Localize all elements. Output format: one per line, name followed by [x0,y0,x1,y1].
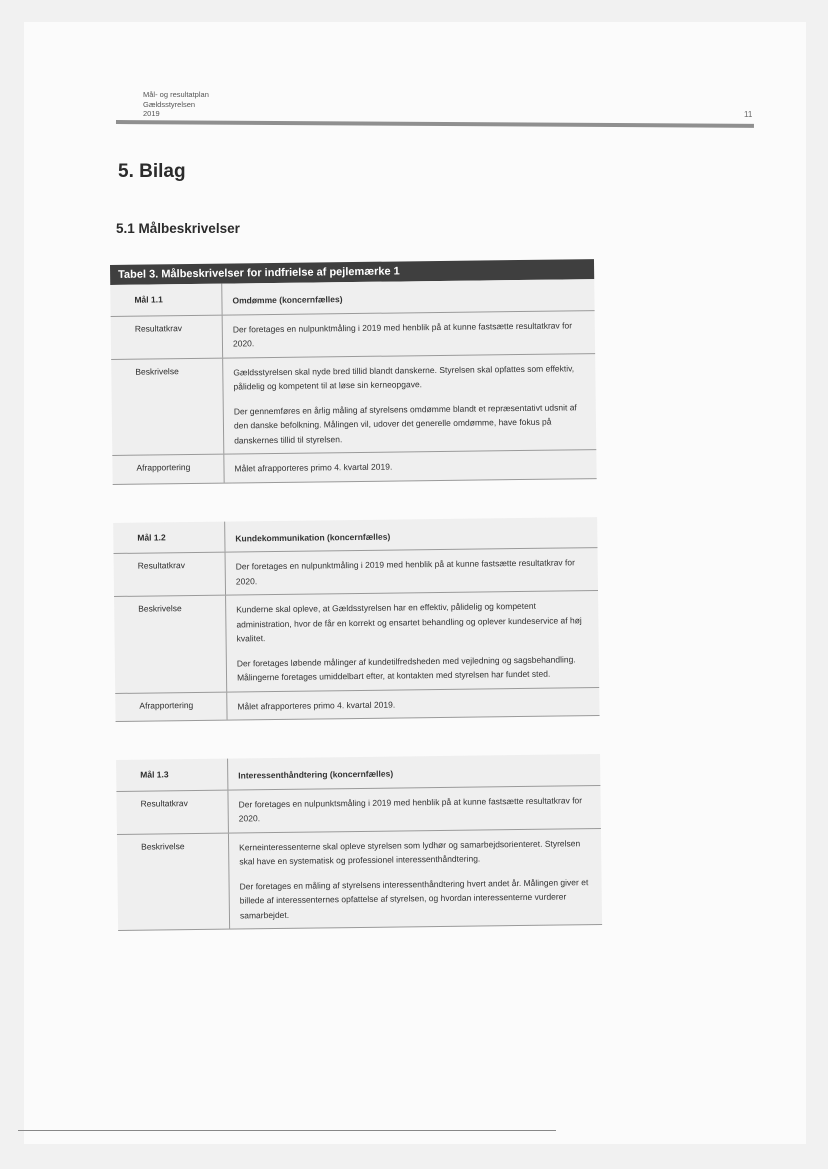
beskrivelse-paragraph: Kerneinteressenterne skal opleve styrelsen som lydhør og samarbejdsorienteret. Styrelsen skal have en systematisk og professionel interessenthåndtering. [239,837,581,867]
beskrivelse-paragraph: Gældsstyrelsen skal nyde bred tillid blandt danskerne. Styrelsen skal opfattes som effektiv, pålidelig og kompetent til at løse sin kerneopgave. [233,362,575,392]
section-title: 5. Bilag [118,161,186,182]
resultatkrav-text: Der foretages en nulpunktmåling i 2019 med henblik på at kunne fastsætte resultatkrav for 2020. [232,319,573,349]
resultatkrav-row [116,786,600,835]
header-year: 2019 [143,109,160,118]
resultatkrav-row [111,311,595,360]
document-header [143,90,209,119]
beskrivelse-label: Beskrivelse [117,833,230,930]
beskrivelse-paragraph: Kunderne skal opleve, at Gældsstyrelsen har en effektiv, pålidelig og kompetent administration, hvor de får en korrekt og ensartet behandling og oplever kundeservice af høj kvalitet. [236,600,582,644]
resultatkrav-label: Resultatkrav [116,790,229,833]
beskrivelse-row [111,354,596,456]
afrapportering-text: Målet afrapporteres primo 4. kvartal 2019. [234,461,393,474]
header-plan-title: Mål- og resultatplan [143,90,209,99]
goal-title: Kundekommunikation (koncernfælles) [235,531,391,543]
header-agency: Gældsstyrelsen [143,99,196,109]
goal-tables [110,259,603,969]
resultatkrav-row [114,548,598,597]
beskrivelse-text [226,591,599,691]
goal-table-1-3 [116,754,602,931]
resultatkrav-text: Der foretages en nulpunktmåling i 2019 med henblik på at kunne fastsætte resultatkrav for 2020. [235,557,575,586]
beskrivelse-label: Beskrivelse [114,596,227,693]
afrapportering-row [115,688,599,722]
resultatkrav-label: Resultatkrav [114,553,227,596]
beskrivelse-paragraph: Der gennemføres en årlig måling af styrelsens omdømme blandt et repræsentativt udsnit af den danske befolkning. Målingen vil, udover det generelle omdømme, have fokus på danskernes tillid til styrelsen. [233,401,577,445]
goal-table-1-1 [110,279,596,484]
footer-divider [18,1130,556,1131]
page-number: 11 [744,110,753,119]
goal-id: Mål 1.3 [116,759,228,791]
subsection-title: 5.1 Målbeskrivelser [116,221,240,236]
goal-table-1-2 [113,517,599,722]
goal-id: Mål 1.1 [110,284,222,316]
beskrivelse-label: Beskrivelse [111,358,224,455]
afrapportering-text: Målet afrapporteres primo 4. kvartal 2019. [237,699,396,711]
beskrivelse-text [229,829,602,929]
afrapportering-label: Afrapportering [112,455,224,484]
beskrivelse-row [117,829,602,931]
beskrivelse-paragraph: Der foretages løbende målinger af kundetilfredsheden med vejledning og sagsbehandling. Målingerne foretages umiddelbart efter, at kontakten med styrelsen har fundet sted. [236,653,576,683]
beskrivelse-row [114,591,599,693]
table-caption: Tabel 3. Målbeskrivelser for indfrielse af pejlemærke 1 [110,259,594,285]
resultatkrav-text: Der foretages en nulpunktsmåling i 2019 med henblik på at kunne fastsætte resultatkrav for 2020. [238,794,583,824]
resultatkrav-label: Resultatkrav [111,315,224,358]
beskrivelse-text [223,354,596,454]
goal-id: Mål 1.2 [113,521,225,553]
afrapportering-row [112,450,596,484]
afrapportering-label: Afrapportering [115,692,227,721]
goal-title: Interessenthåndtering (koncernfælles) [238,768,394,781]
beskrivelse-paragraph: Der foretages en måling af styrelsens interessenthåndtering hvert andet år. Målingen giver et billede af interessenternes opfattelse af styrelsen, og hvordan interessenterne vurderer samarbejdet. [239,876,589,920]
goal-title: Omdømme (koncernfælles) [232,294,343,306]
